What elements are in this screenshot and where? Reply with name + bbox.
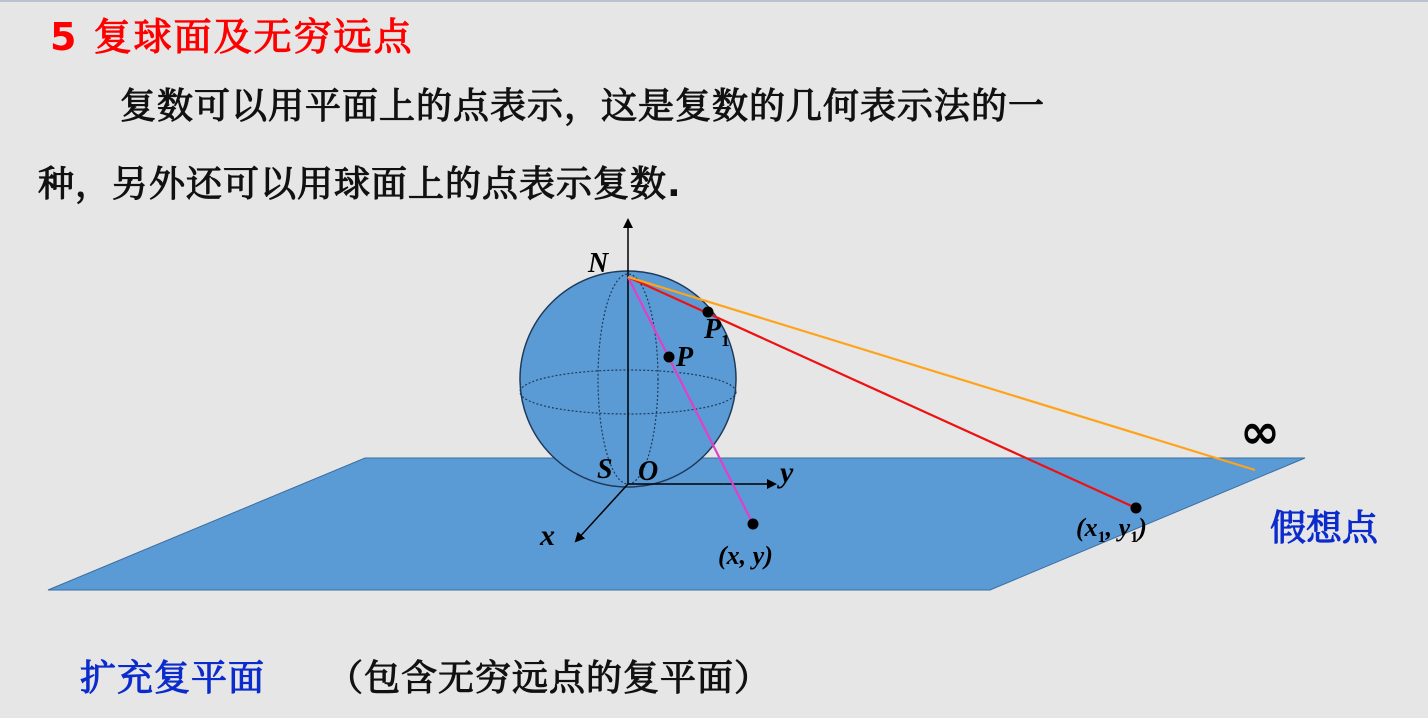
paragraph-line-1: 复数可以用平面上的点表示，这是复数的几何表示法的一 [120,86,1046,127]
point-x1y1 [1131,503,1142,514]
point-p [664,352,675,363]
label-point-x1y1: ($x_1$, $y_1$) [1076,513,1147,546]
label-n: N [588,248,609,279]
label-s: S [597,454,613,485]
extended-plane-explanation: （包含无穷远点的复平面） [327,658,772,699]
section-title: 5 复球面及无穷远点 [50,15,414,59]
point-xy [748,519,759,530]
label-p1: $P_1$ [704,314,730,350]
label-point-xy: (x, y) [718,541,773,570]
label-o: O [638,456,659,487]
bottom-caption [80,650,771,701]
label-x-axis: x [540,519,555,552]
label-p: P [676,342,694,373]
paragraph-line-2: 种，另外还可以用球面上的点表示复数. [38,164,682,205]
label-y-axis: y [780,456,794,489]
extended-plane-term: 扩充复平面 [80,658,266,699]
infinity-symbol: ∞ [1240,404,1280,460]
imaginary-point-label: 假想点 [1270,508,1379,549]
